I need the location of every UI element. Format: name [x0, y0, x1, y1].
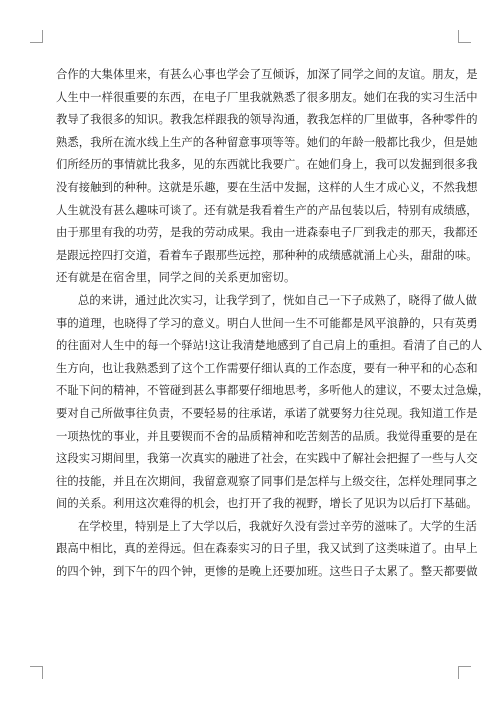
body-text [56, 64, 490, 584]
text-line: 人生就没有甚么趣味可谈了。还有就是我看着生产的产品包装以后，特别有成绩感， [56, 203, 478, 217]
text-line: 教导了我很多的知识。教我怎样跟我的领导沟通，教我怎样的厂里做事，各种零件的 [56, 113, 478, 127]
text-line: 熟悉，我所在流水线上生产的各种留意事项等等。她们的年龄一般都比我少，但是她 [56, 135, 478, 149]
text-line: 还有就是在宿舍里，同学之间的关系更加密切。 [56, 271, 296, 285]
text-line: 总的来讲，通过此次实习，让我学到了，恍如自己一下子成熟了，晓得了做人做 [78, 293, 477, 307]
text-line: 们所经历的事情就比我多，见的东西就比我要广。在她们身上，我可以发掘到很多我 [56, 158, 478, 172]
text-line: 这段实习期间里，我第一次真实的融进了社会，在实践中了解社会把握了一些与人交 [56, 452, 478, 466]
text-line: 不耻下问的精神，不管碰到甚么事都要仔细地思考，多听他人的建议，不要太过急燥， [56, 384, 490, 398]
text-line: 跟高中相比，真的差得远。但在森泰实习的日子里，我又试到了这类味道了。由早上 [56, 542, 478, 556]
text-line: 的往面对人生中的每一个驿站!这让我清楚地感到了自己肩上的重担。看清了自己的人 [56, 339, 483, 353]
text-line: 一项热忱的事业，并且要锲而不舍的品质精神和吃苦刻苦的品质。我觉得重要的是在 [56, 429, 478, 443]
text-line: 生方向，也让我熟悉到了这个工作需要仔细认真的工作态度，要有一种平和的心态和 [56, 361, 478, 375]
text-line: 事的道理，也晓得了学习的意义。明白人世间一生不可能都是风平浪静的，只有英勇 [56, 316, 478, 330]
text-line: 人生中一样很重要的东西，在电子厂里我就熟悉了很多朋友。她们在我的实习生活中 [56, 90, 478, 104]
text-line: 没有接触到的种种。这就是乐趣，要在生活中发掘，这样的人生才成心义，不然我想 [56, 180, 478, 194]
text-line: 由于那里有我的功劳，是我的劳动成果。我由一进森泰电子厂到我走的那天，我都还 [56, 226, 478, 240]
crop-mark-top-left [30, 30, 43, 43]
text-line: 在学校里，特别是上了大学以后，我就好久没有尝过辛劳的滋味了。大学的生活 [78, 519, 477, 533]
text-line: 合作的大集体里来，有甚么心事也学会了互倾诉，加深了同学之间的友谊。朋友，是 [56, 68, 478, 81]
crop-mark-bottom-right [458, 666, 471, 679]
text-line: 要对自己所做事往负责，不要轻易的往承诺，承诺了就要努力往兑现。我知道工作是 [56, 406, 478, 420]
text-line: 间的关系。利用这次难得的机会，也打开了我的视野，增长了见识为以后打下基础。 [56, 497, 478, 511]
crop-mark-bottom-left [30, 666, 43, 679]
crop-mark-top-right [458, 30, 471, 43]
text-line: 的四个钟，到下午的四个钟，更惨的是晚上还要加班。这些日子太累了。整天都要做 [56, 565, 478, 579]
text-line: 是跟远控四打交道，看着车子跟那些远控，那种种的成绩感就涌上心头，甜甜的味。 [56, 248, 478, 262]
text-line: 往的技能，并且在次期间，我留意观察了同事们是怎样与上级交往，怎样处理同事之 [56, 474, 478, 488]
